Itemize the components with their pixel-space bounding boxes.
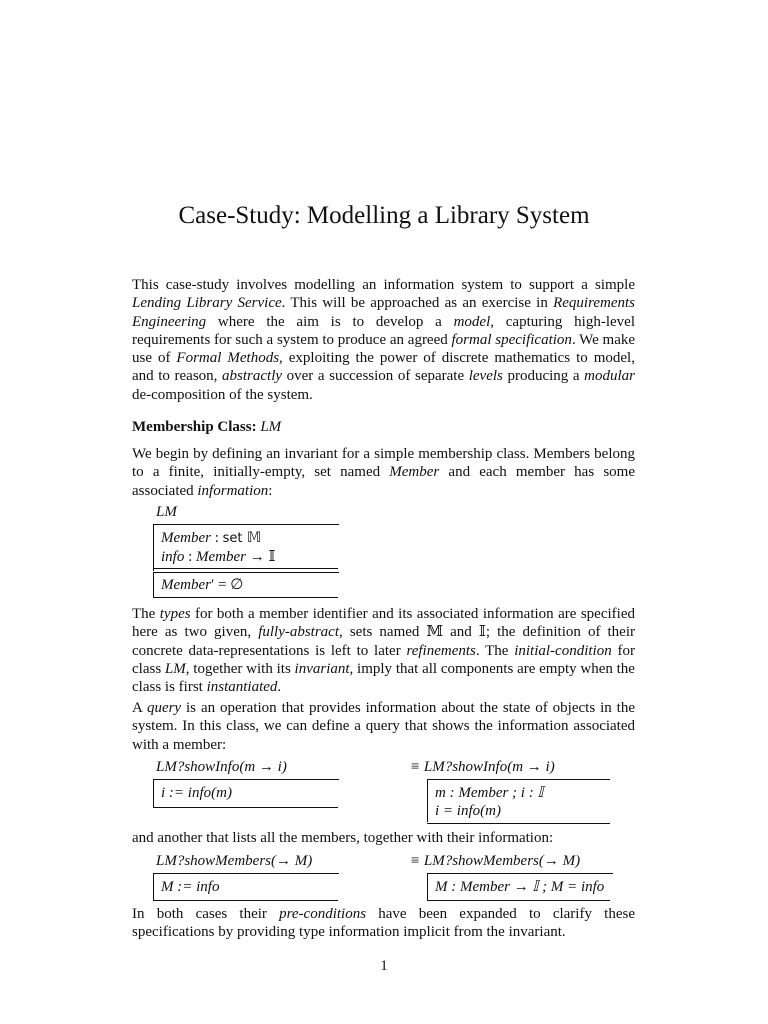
op-showinfo-body	[153, 779, 339, 808]
op-showinfo-equiv-body	[427, 779, 610, 822]
para-emph: types	[159, 606, 191, 622]
para-text: is an operation that provides information about the state of objects in the system. In this class, we can define a query that shows the information associated with a member:	[132, 700, 635, 753]
para-emph: LM	[164, 660, 186, 677]
para-text: .	[277, 679, 282, 696]
para-text: for class	[132, 642, 635, 677]
section-heading-class: LM	[260, 419, 282, 435]
para-text: We begin by defining an invariant for a simple membership class. Members belong to a finite, initially-empty, set named	[132, 446, 635, 481]
types-paragraph	[132, 605, 635, 696]
decl-arrow-type: → 𝕀	[246, 549, 276, 565]
op-showmembers-expr: M := info	[161, 879, 220, 895]
para-emph: fully-abstract	[258, 624, 340, 641]
intro-emph: Formal Methods	[176, 350, 280, 367]
decl-var: info	[161, 549, 185, 565]
op-showmembers-name: LM?showMembers(→ M)	[156, 853, 313, 869]
para-emph: refinements	[406, 642, 476, 659]
intro-text: over a succession of separate	[282, 368, 469, 385]
para-emph: initial-condition	[514, 642, 612, 659]
op-showinfo-name: LM?showInfo(m → i)	[156, 759, 287, 775]
para-text: and each member has some associated	[132, 464, 635, 499]
intro-emph: levels	[468, 368, 503, 385]
para-emph: information	[197, 482, 269, 499]
schema-lm-declarations	[153, 524, 339, 571]
op-showmembers-equiv-bottom-rule	[427, 900, 610, 901]
op-showinfo-equiv-name	[410, 759, 555, 776]
intro-text: , exploiting the power of discrete mathematics to model, and to reason,	[132, 350, 635, 385]
schema-lm-decl-member	[161, 529, 339, 548]
para-text: for both a member identifier and its associated information are specified here as two given,	[132, 606, 635, 641]
decl-type: Member	[196, 549, 246, 565]
intro-emph: modular	[584, 368, 635, 385]
membership-paragraph	[132, 445, 635, 500]
intro-text: de-composition of the system.	[132, 386, 313, 403]
page-number: 1	[380, 958, 388, 974]
equiv-name-text: ≡ LM?showInfo(m → i)	[410, 759, 555, 775]
intro-emph: Lending Library Service	[132, 295, 282, 312]
op-showinfo-equiv-bottom-rule	[427, 823, 610, 824]
para-text: , imply that all components are empty when the class is first	[132, 660, 635, 696]
decl-type: 𝕄	[242, 530, 262, 546]
init-var: Member	[161, 577, 211, 593]
intro-text: This case-study involves modelling an information system to support a simple	[132, 277, 635, 293]
para-emph: query	[146, 700, 182, 716]
equiv-decl: m : Member ; i : 𝕀	[435, 785, 544, 801]
intro-emph: Requirements Engineering	[132, 295, 635, 330]
para-text: have been expanded to clarify these specifications by providing type information implicit from the invariant.	[132, 906, 635, 941]
para-text: A	[132, 700, 147, 716]
intro-text: producing a	[502, 368, 585, 385]
schema-lm-decl-info	[161, 548, 339, 566]
op-showinfo-expr: i := info(m)	[161, 785, 232, 801]
schema-lm-name: LM	[156, 504, 177, 520]
op-showinfo-bottom-rule	[153, 807, 338, 808]
intro-emph: model	[453, 313, 491, 330]
op-showmembers-equiv-name: ≡ LM?showMembers(→ M)	[410, 853, 581, 869]
schema-lm-init	[153, 572, 339, 598]
para-emph: invariant	[294, 660, 350, 677]
members-paragraph: and another that lists all the members, together with their information:	[132, 830, 554, 846]
equiv-pred: i = info(m)	[435, 803, 501, 819]
para-text: In both cases their	[132, 906, 280, 922]
para-text: , sets named 𝕄 and 𝕀; the definition of their concrete data-representations is left to later	[132, 624, 635, 659]
decl-var: Member	[161, 530, 211, 546]
op-showmembers-bottom-rule	[153, 900, 338, 901]
para-emph: pre-conditions	[279, 906, 367, 922]
para-text: The	[132, 606, 160, 622]
intro-text: . We make use of	[132, 331, 636, 367]
para-text: . The	[475, 642, 515, 659]
section-heading-text: Membership Class:	[132, 419, 257, 435]
preconditions-paragraph	[132, 905, 635, 942]
intro-emph: formal specification	[451, 331, 572, 348]
intro-paragraph	[132, 276, 635, 404]
intro-text: , capturing high-level requirements for such a system to produce an agreed	[132, 313, 635, 348]
intro-text: . This will be approached as an exercise in	[281, 295, 554, 312]
query-paragraph	[132, 699, 635, 754]
para-text: , together with its	[185, 660, 295, 677]
decl-set-keyword: set	[222, 531, 243, 546]
para-emph: Member	[389, 464, 440, 481]
section-heading	[132, 419, 281, 436]
decl-colon: :	[184, 549, 197, 565]
decl-colon: :	[210, 530, 223, 546]
para-text: :	[268, 482, 273, 499]
document-title: Case-Study: Modelling a Library System	[178, 202, 590, 229]
op-showmembers-body	[153, 873, 339, 900]
equiv-expr: M : Member → 𝕀 ; M = info	[435, 879, 605, 895]
para-emph: instantiated	[206, 679, 278, 696]
op-showmembers-equiv-body	[427, 873, 613, 900]
init-expr: ′ = ∅	[210, 577, 244, 593]
schema-lm-bottom-rule	[153, 597, 338, 598]
intro-emph: abstractly	[222, 368, 283, 385]
intro-text: where the aim is to develop a	[206, 313, 454, 330]
